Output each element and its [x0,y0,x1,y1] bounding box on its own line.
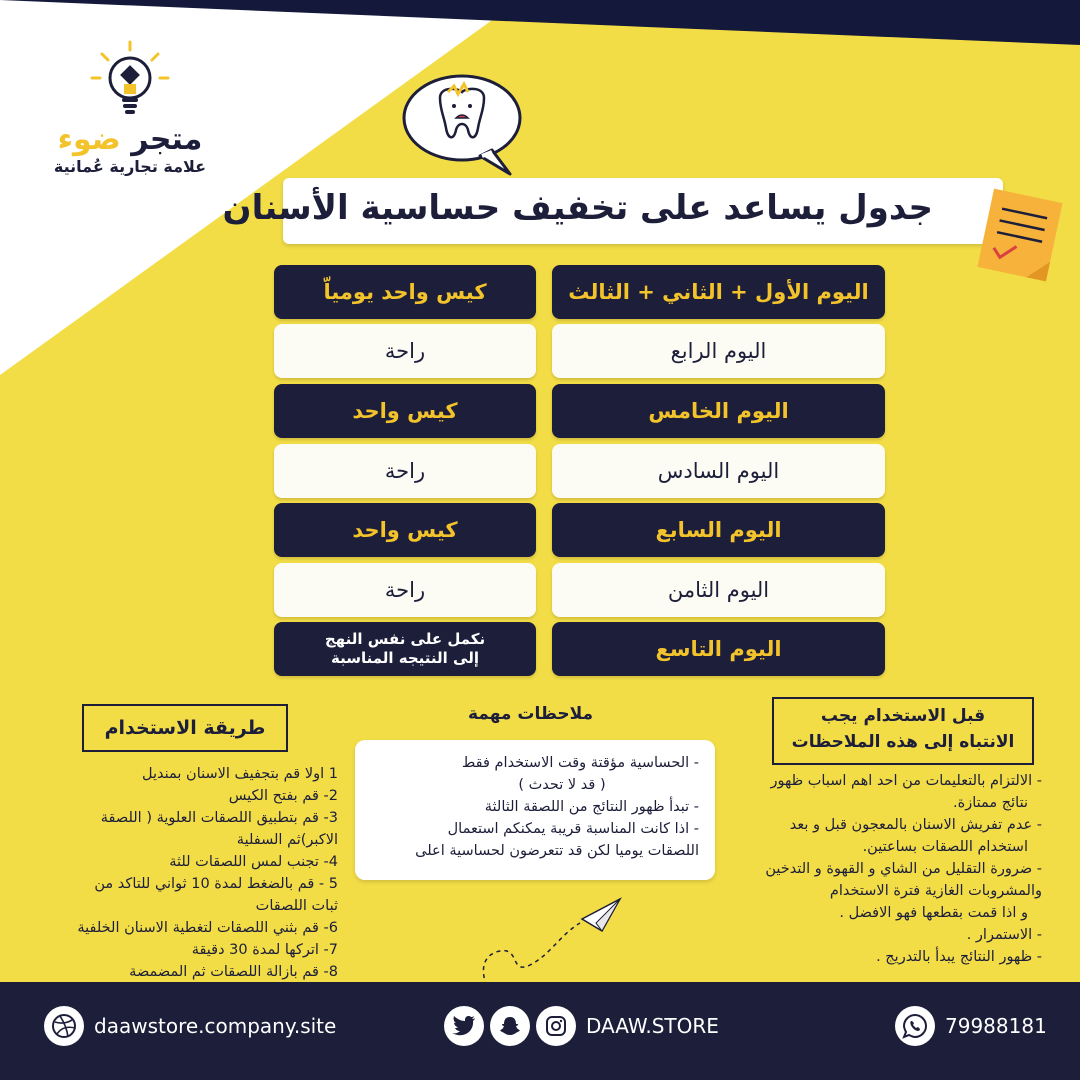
instagram-icon [536,1006,576,1046]
usage-list [8,763,338,983]
schedule-day-7: اليوم التاسع [552,622,885,676]
brand-tagline: علامة تجارية عُمانية [53,157,207,176]
usage-item: 5 - قم بالضغط لمدة 10 ثواني للتاكد من [94,876,338,892]
notes-box [355,740,715,880]
before-list [712,770,1042,968]
schedule-action-7-line2: إلى النتيجه المناسبة [331,649,480,667]
footer-website[interactable] [44,1006,336,1046]
tooth-speech-bubble [400,70,530,180]
notes-list [355,740,715,862]
before-item: - عدم تفريش الاسنان بالمعجون قبل و بعد [789,817,1042,833]
usage-item: 4- تجنب لمس اللصقات للثة [169,854,338,870]
schedule-action-6: راحة [274,563,536,617]
before-item: - الاستمرار . [966,927,1042,943]
before-item: والمشروبات الغازية فترة الاستخدام [829,883,1042,899]
page-title: جدول يساعد على تخفيف حساسية الأسنان [222,188,933,228]
before-title-line1: قبل الاستخدام يجب [820,706,986,726]
footer-social[interactable] [444,1006,719,1046]
schedule-action-3: كيس واحد [274,384,536,438]
snapchat-icon [490,1006,530,1046]
dribbble-icon [44,1006,84,1046]
schedule-day-5: اليوم السابع [552,503,885,557]
usage-item: 6- قم بثني اللصقات لتغطية الاسنان الخلفية [77,920,338,936]
notes-item: - الحساسية مؤقتة وقت الاستخدام فقط [461,755,699,771]
notes-item: - تبدأ ظهور النتائج من اللصقة الثالثة [484,799,699,815]
before-item: - ضرورة التقليل من الشاي و القهوة و التدخين [765,861,1042,877]
before-item: و اذا قمت بقطعها فهو الافضل . [839,905,1028,921]
before-item: نتائج ممتازة. [953,795,1028,811]
schedule-day-3: اليوم الخامس [552,384,885,438]
usage-title: طريقة الاستخدام [82,704,288,752]
background-navy-strip [0,0,1080,45]
usage-item: ثبات اللصقات [255,898,338,914]
notes-title: ملاحظات مهمة [468,704,594,724]
schedule-action-1: كيس واحد يومياّ [274,265,536,319]
notes-item: ( قد لا تحدث ) [518,777,606,793]
notes-item: اللصقات يوميا لكن قد تتعرضون لحساسية اعلى [415,843,699,859]
before-item: استخدام اللصقات بساعتين. [862,839,1028,855]
schedule-action-7 [274,622,536,676]
brand-name [30,122,230,157]
schedule-action-7-line1: نكمل على نفس النهج [324,629,486,648]
twitter-icon [444,1006,484,1046]
whatsapp-icon [895,1006,935,1046]
footer-phone[interactable] [895,1006,1047,1046]
brand-name-main: متجر [131,122,203,157]
schedule-action-4: راحة [274,444,536,498]
schedule-day-2: اليوم الرابع [552,324,885,378]
schedule-action-2: راحة [274,324,536,378]
usage-item: 8- قم بازالة اللصقات ثم المضمضة [129,964,338,980]
usage-item: 7- اتركها لمدة 30 دقيقة [191,942,338,958]
lightbulb-icon [90,40,170,120]
title-box [222,178,1003,244]
phone-number: 79988181 [945,1014,1047,1038]
before-title-box [772,697,1034,765]
usage-item: الاكبر)ثم السفلية [236,832,338,848]
before-item: - الالتزام بالتعليمات من احد اهم اسباب ظهور [770,773,1042,789]
schedule-day-1: اليوم الأول + الثاني + الثالث [552,265,885,319]
social-handle: DAAW.STORE [586,1014,719,1038]
brand-name-accent: ضوء [57,122,121,157]
usage-item: 2- قم بفتح الكيس [228,788,338,804]
before-item: - ظهور النتائج يبدأ بالتدريج . [876,949,1042,965]
brand-logo [30,40,230,200]
before-title-line2: الانتباه إلى هذه الملاحظات [791,732,1015,752]
sticky-note-icon [975,185,1065,285]
usage-item: 1 اولا قم بتجفيف الاسنان بمنديل [142,766,338,782]
schedule-day-6: اليوم الثامن [552,563,885,617]
schedule-action-5: كيس واحد [274,503,536,557]
notes-item: - اذا كانت المناسبة قريبة يمكنكم استعمال [447,821,699,837]
schedule-day-4: اليوم السادس [552,444,885,498]
usage-item: 3- قم بتطبيق اللصقات العلوية ( اللصقة [100,810,338,826]
paper-plane-icon [470,895,630,995]
website-text: daawstore.company.site [94,1014,337,1038]
